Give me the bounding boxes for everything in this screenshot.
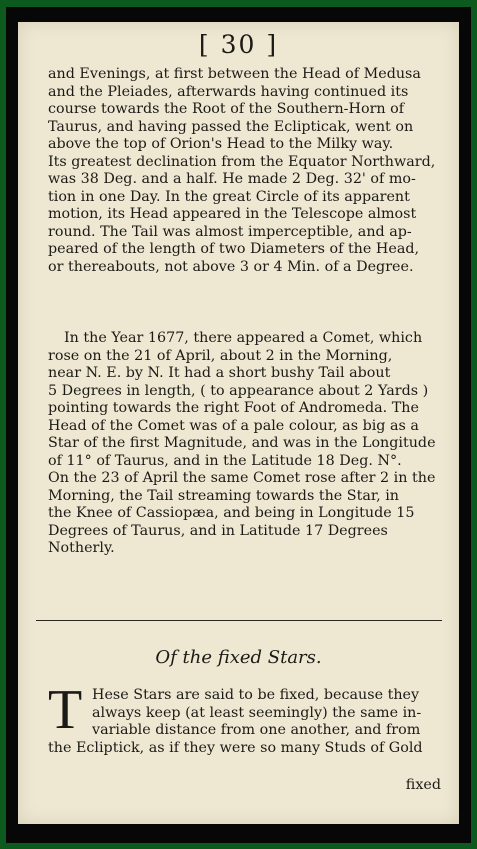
text-line: Taurus, and having passed the Eclipticak, went on (48, 118, 414, 135)
text-line: Hese Stars are said to be fixed, because they (92, 687, 420, 703)
text-line: In the Year 1677, there appeared a Comet, which (64, 330, 423, 346)
text-line: rose on the 21 of April, about 2 in the Morning, (48, 347, 393, 364)
text-line: peared of the length of two Diameters of the Head, (48, 241, 420, 257)
catchword: fixed (405, 777, 441, 793)
text-line: always keep (at least seemingly) the same in- (92, 704, 422, 721)
text-line: Its greatest declination from the Equator Northward, (48, 153, 436, 170)
text-line: round. The Tail was almost imperceptible, and ap- (48, 223, 412, 240)
text-line: or thereabouts, not above 3 or 4 Min. of a Degree. (48, 258, 414, 275)
book-page (18, 22, 459, 824)
text-line: was 38 Deg. and a half. He made 2 Deg. 32' of mo- (48, 171, 416, 187)
page-number: [ 30 ] (198, 30, 279, 59)
text-line: motion, its Head appeared in the Telescope almost (48, 206, 417, 222)
text-line: and the Pleiades, afterwards having continued its (48, 83, 409, 100)
text-line: course towards the Root of the Southern-Horn of (48, 101, 405, 117)
section-divider (36, 620, 442, 621)
text-line: tion in one Day. In the great Circle of its apparent (48, 188, 410, 205)
text-line: Head of the Comet was of a pale colour, as big as a (48, 417, 419, 434)
text-line: pointing towards the right Foot of Andromeda. The (48, 400, 419, 416)
paragraph-fixed-stars (48, 687, 446, 757)
section-title: Of the fixed Stars. (155, 647, 322, 668)
text-line: and Evenings, at first between the Head of Medusa (48, 66, 421, 82)
text-line: On the 23 of April the same Comet rose after 2 in the (48, 470, 436, 486)
text-line: the Ecliptick, as if they were so many Studs of Gold (48, 739, 423, 756)
paragraph-comet-1677 (48, 330, 446, 558)
text-line: of 11° of Taurus, and in the Latitude 18 Deg. N°. (48, 452, 402, 469)
text-line: Morning, the Tail streaming towards the Star, in (48, 487, 399, 504)
text-line: the Knee of Cassiopæa, and being in Longitude 15 (48, 505, 415, 521)
text-line: Degrees of Taurus, and in Latitude 17 Degrees (48, 522, 388, 539)
text-line: Star of the first Magnitude, and was in the Longitude (48, 435, 436, 451)
text-line: 5 Degrees in length, ( to appearance about 2 Yards ) (48, 382, 429, 399)
text-line: above the top of Orion's Head to the Milky way. (48, 136, 394, 152)
text-line: near N. E. by N. It had a short bushy Tail about (48, 365, 391, 381)
text-line: variable distance from one another, and from (92, 722, 421, 738)
text-line: Notherly. (48, 540, 115, 556)
paragraph-comet-motion (48, 66, 446, 276)
drop-cap: T (48, 679, 83, 741)
